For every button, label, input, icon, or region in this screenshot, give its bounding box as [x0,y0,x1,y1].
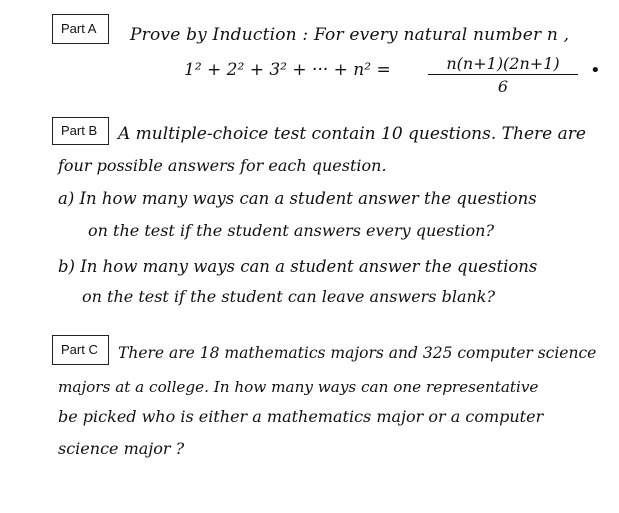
part-b-line-3: a) In how many ways can a student answer the questions [58,189,537,208]
part-a-denominator: 6 [497,77,509,96]
part-a-label: Part A [52,14,109,44]
part-a-fraction [428,54,578,96]
part-b-label: Part B [52,117,109,145]
part-a-line-1: Prove by Induction : For every natural number n , [130,25,570,45]
part-c-line-2: majors at a college. In how many ways can one representative [58,378,539,396]
part-c-label: Part C [52,335,109,365]
part-c-line-3: be picked who is either a mathematics major or a computer [58,407,544,426]
part-b-line-5: b) In how many ways can a student answer the questions [58,257,538,276]
part-b-line-2: four possible answers for each question. [58,156,387,175]
part-a-numerator: n(n+1)(2n+1) [428,54,578,75]
part-c-line-1: There are 18 mathematics majors and 325 computer science [118,344,597,362]
part-c-line-4: science major ? [58,439,185,458]
part-a-sum-expression: 1² + 2² + 3² + ··· + n² = [184,60,391,80]
part-a-end-mark: • [590,60,601,81]
part-b-line-1: A multiple-choice test contain 10 questions. There are [118,124,586,144]
part-b-line-4: on the test if the student answers every question? [88,221,495,240]
part-b-line-6: on the test if the student can leave answers blank? [82,287,496,306]
